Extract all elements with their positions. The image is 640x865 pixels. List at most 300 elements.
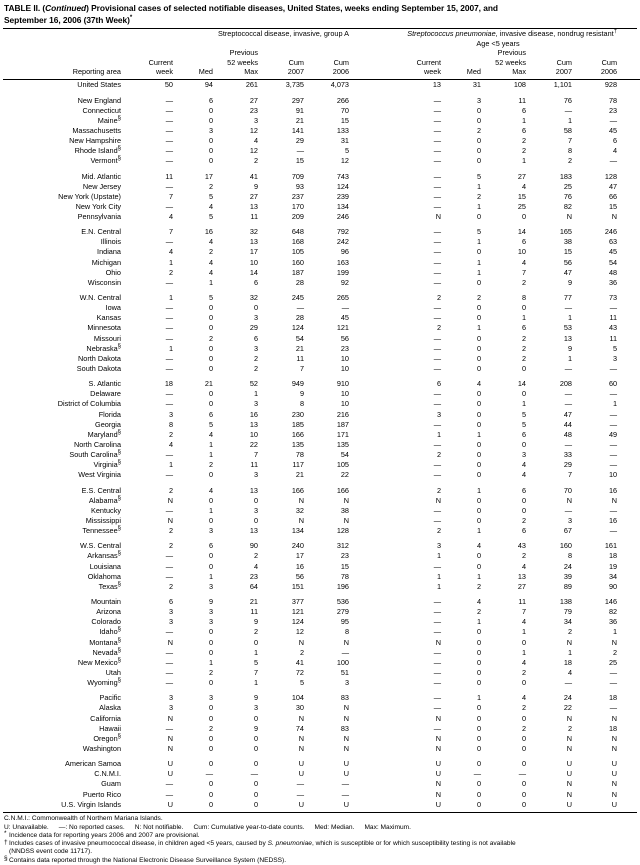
cell-strep-a: 0 bbox=[208, 115, 213, 125]
cell-strep-pneumo: 2 bbox=[521, 136, 526, 146]
row-area-label: Missouri bbox=[93, 333, 121, 343]
cell-strep-a: 4 bbox=[168, 440, 173, 450]
cell-strep-a: 2 bbox=[168, 267, 173, 277]
table-row bbox=[3, 277, 640, 287]
cell-strep-pneumo: 1 bbox=[476, 485, 481, 495]
cell-strep-a: 7 bbox=[168, 227, 173, 237]
cell-strep-pneumo: 6 bbox=[613, 136, 618, 146]
row-tail bbox=[617, 505, 640, 515]
cell-strep-pneumo: 47 bbox=[608, 181, 618, 191]
cell-strep-a: 92 bbox=[340, 277, 349, 287]
cell-strep-a: N bbox=[298, 516, 304, 525]
cell-strep-pneumo: — bbox=[609, 703, 618, 713]
cell-strep-pneumo: N bbox=[435, 779, 441, 789]
cell-strep-a: 54 bbox=[295, 333, 304, 343]
cell-strep-pneumo: — bbox=[433, 460, 441, 470]
cell-strep-a: 52 bbox=[249, 379, 258, 389]
cell-strep-a: 3 bbox=[208, 526, 213, 536]
column-gap bbox=[349, 723, 379, 733]
cell-strep-pneumo: — bbox=[564, 399, 572, 409]
cell-strep-pneumo: 2 bbox=[521, 516, 526, 525]
cell-strep-pneumo: — bbox=[433, 237, 441, 247]
cell-strep-a: 41 bbox=[295, 657, 304, 667]
cell-strep-pneumo: 2 bbox=[521, 146, 526, 156]
cell-strep-pneumo: 0 bbox=[476, 303, 481, 313]
table-row bbox=[3, 115, 640, 125]
cell-strep-pneumo: 2 bbox=[476, 293, 481, 303]
cell-strep-pneumo: U bbox=[611, 759, 618, 769]
cell-strep-pneumo: — bbox=[564, 440, 572, 450]
cell-strep-pneumo: 0 bbox=[521, 779, 526, 789]
row-area-label: Pennsylvania bbox=[77, 212, 121, 222]
cell-strep-a: — bbox=[165, 323, 173, 333]
cell-strep-pneumo: 165 bbox=[559, 227, 572, 237]
cell-strep-pneumo: — bbox=[433, 678, 441, 688]
row-tail bbox=[617, 571, 640, 581]
cell-strep-pneumo: 1 bbox=[476, 429, 481, 439]
cell-strep-a: N bbox=[298, 733, 304, 743]
cell-strep-a: N bbox=[343, 713, 349, 723]
cell-strep-pneumo: — bbox=[433, 227, 441, 237]
cell-strep-a: N bbox=[343, 733, 349, 743]
cell-strep-a: 141 bbox=[291, 125, 304, 135]
cell-strep-a: — bbox=[165, 389, 173, 399]
cell-strep-a: U bbox=[298, 759, 304, 769]
year-label-b-2006: 2006 bbox=[600, 67, 618, 77]
table-row bbox=[3, 607, 640, 617]
cell-strep-a: 0 bbox=[208, 637, 213, 647]
cell-strep-pneumo: U bbox=[435, 769, 441, 779]
cell-strep-pneumo: 25 bbox=[517, 201, 526, 211]
cell-strep-a: 265 bbox=[336, 293, 349, 303]
cell-strep-pneumo: — bbox=[433, 440, 441, 450]
column-gap bbox=[349, 799, 379, 809]
cell-strep-pneumo: 25 bbox=[608, 657, 618, 667]
row-footnote-marker: § bbox=[117, 429, 121, 436]
cell-strep-a: N bbox=[298, 637, 304, 647]
cell-strep-a: 135 bbox=[336, 440, 349, 450]
cell-strep-a: — bbox=[165, 627, 173, 637]
cell-strep-pneumo: 27 bbox=[517, 171, 526, 181]
cell-strep-a: 5 bbox=[299, 678, 304, 688]
cell-strep-a: 134 bbox=[291, 526, 304, 536]
row-tail bbox=[617, 135, 640, 145]
row-tail bbox=[617, 237, 640, 247]
cell-strep-pneumo: 11 bbox=[518, 95, 526, 105]
cell-strep-a: 7 bbox=[253, 667, 258, 677]
cell-strep-a: 1 bbox=[208, 277, 213, 287]
cell-strep-pneumo: 7 bbox=[567, 470, 572, 480]
cell-strep-a: 10 bbox=[340, 353, 349, 363]
cell-strep-a: 3 bbox=[253, 313, 258, 323]
year-label-a-2006: 2006 bbox=[332, 67, 349, 77]
cell-strep-pneumo: 1 bbox=[436, 571, 441, 581]
cell-strep-a: N bbox=[298, 495, 304, 505]
cell-strep-pneumo: 1 bbox=[476, 181, 481, 191]
row-footnote-marker: § bbox=[117, 647, 121, 654]
cell-strep-pneumo: 0 bbox=[476, 440, 481, 450]
table-row bbox=[3, 201, 640, 211]
table-row bbox=[3, 146, 640, 156]
row-area-label: Maine§ bbox=[97, 115, 121, 125]
cell-strep-pneumo: 0 bbox=[476, 450, 481, 460]
cell-strep-pneumo: — bbox=[433, 136, 441, 146]
row-area-label: California bbox=[90, 713, 121, 723]
row-footnote-marker: § bbox=[117, 626, 121, 633]
cell-strep-pneumo: 2 bbox=[521, 667, 526, 677]
row-area-label: W.N. Central bbox=[79, 293, 121, 303]
cell-strep-a: 245 bbox=[291, 293, 304, 303]
cell-strep-pneumo: — bbox=[564, 364, 572, 374]
cell-strep-pneumo: 6 bbox=[436, 379, 441, 389]
column-gap bbox=[349, 409, 379, 419]
cell-strep-pneumo: N bbox=[611, 637, 618, 647]
row-tail bbox=[617, 115, 640, 125]
row-area-label: Connecticut bbox=[82, 105, 121, 115]
cell-strep-pneumo: 0 bbox=[521, 440, 526, 450]
cell-strep-pneumo: 10 bbox=[608, 470, 618, 480]
row-tail bbox=[617, 95, 640, 105]
table-row bbox=[3, 541, 640, 551]
cell-strep-a: 2 bbox=[168, 485, 173, 495]
row-area-label: Vermont§ bbox=[90, 155, 121, 166]
row-area-label: Tennessee§ bbox=[82, 525, 121, 536]
column-gap bbox=[349, 617, 379, 627]
row-footnote-marker: § bbox=[117, 115, 121, 122]
cell-strep-pneumo: 2 bbox=[567, 723, 572, 733]
cell-strep-a: 11 bbox=[250, 212, 258, 222]
cell-strep-a: 28 bbox=[295, 313, 304, 323]
cell-strep-pneumo: 9 bbox=[567, 277, 572, 287]
cell-strep-pneumo: 0 bbox=[521, 759, 526, 769]
cell-strep-a: 56 bbox=[295, 571, 304, 581]
cell-strep-pneumo: 0 bbox=[476, 779, 481, 789]
row-tail bbox=[617, 353, 640, 363]
cell-strep-pneumo: 0 bbox=[476, 723, 481, 733]
footnote-dagger-text-b: , which is susceptible or for which susceptibility testing is not available bbox=[311, 840, 516, 848]
cell-strep-pneumo: 0 bbox=[476, 247, 481, 257]
row-area-label: Montana§ bbox=[89, 637, 121, 647]
cell-strep-pneumo: 47 bbox=[563, 267, 572, 277]
cell-strep-pneumo: — bbox=[609, 115, 618, 125]
cell-strep-a: 185 bbox=[291, 419, 304, 429]
cell-strep-a: — bbox=[165, 303, 173, 313]
cell-strep-a: 312 bbox=[336, 541, 349, 551]
table-row bbox=[3, 743, 640, 753]
cell-strep-pneumo: 2 bbox=[436, 485, 441, 495]
cell-strep-a: — bbox=[250, 769, 258, 779]
cell-strep-a: 9 bbox=[253, 693, 258, 703]
cell-strep-a: 12 bbox=[340, 156, 349, 166]
cell-strep-pneumo: 4 bbox=[521, 181, 526, 191]
cell-strep-pneumo: 13 bbox=[432, 80, 441, 90]
cell-strep-pneumo: 0 bbox=[476, 678, 481, 688]
table-row bbox=[3, 247, 640, 257]
row-area-label: South Carolina§ bbox=[69, 449, 121, 460]
cell-strep-a: 1 bbox=[168, 460, 173, 470]
column-gap bbox=[349, 485, 379, 495]
cell-strep-pneumo: 0 bbox=[521, 743, 526, 753]
cell-strep-a: 90 bbox=[249, 541, 258, 551]
cell-strep-pneumo: 183 bbox=[559, 171, 572, 181]
row-area-label: United States bbox=[77, 80, 121, 90]
footnote-dagger bbox=[4, 840, 636, 857]
table-row bbox=[3, 470, 640, 480]
cell-strep-a: 242 bbox=[336, 237, 349, 247]
row-area-label: Mississippi bbox=[85, 516, 121, 525]
row-area-label: Louisiana bbox=[89, 561, 121, 571]
cell-strep-a: 10 bbox=[340, 399, 349, 409]
cell-strep-a: 261 bbox=[245, 80, 258, 90]
table-row bbox=[3, 799, 640, 809]
cell-strep-a: 3 bbox=[208, 607, 213, 617]
row-tail bbox=[617, 201, 640, 211]
cell-strep-pneumo: 1 bbox=[476, 693, 481, 703]
cell-strep-a: 743 bbox=[336, 171, 349, 181]
cell-strep-a: 14 bbox=[249, 267, 258, 277]
cell-strep-a: 4 bbox=[208, 485, 213, 495]
cell-strep-a: — bbox=[165, 470, 173, 480]
cell-strep-pneumo: 0 bbox=[476, 799, 481, 809]
cell-strep-a: — bbox=[341, 789, 349, 799]
cell-strep-pneumo: — bbox=[609, 667, 618, 677]
table-row bbox=[3, 571, 640, 581]
table-row bbox=[3, 505, 640, 515]
cell-strep-a: 135 bbox=[291, 440, 304, 450]
cell-strep-pneumo: U bbox=[566, 759, 572, 769]
row-area-label: Puerto Rico bbox=[82, 789, 121, 799]
row-tail bbox=[617, 323, 640, 333]
cell-strep-pneumo: 0 bbox=[521, 303, 526, 313]
cell-strep-a: 209 bbox=[291, 212, 304, 222]
cell-strep-a: — bbox=[165, 125, 173, 135]
table-row bbox=[3, 495, 640, 505]
cell-strep-pneumo: 49 bbox=[608, 429, 618, 439]
cell-strep-a: 32 bbox=[249, 227, 258, 237]
cell-strep-pneumo: 0 bbox=[521, 733, 526, 743]
cell-strep-pneumo: 1,101 bbox=[553, 80, 572, 90]
table-row bbox=[3, 485, 640, 495]
cum-label-a-2007: Cum bbox=[288, 57, 304, 67]
cell-strep-a: 2 bbox=[208, 247, 213, 257]
group-header-strep-pneumo bbox=[379, 29, 617, 39]
cell-strep-pneumo: 0 bbox=[521, 713, 526, 723]
column-gap bbox=[349, 115, 379, 125]
row-area-label: Alabama§ bbox=[88, 495, 121, 505]
cell-strep-a: 0 bbox=[208, 389, 213, 399]
cell-strep-pneumo: 6 bbox=[521, 125, 526, 135]
cell-strep-pneumo: 15 bbox=[608, 201, 618, 211]
row-footnote-marker: § bbox=[117, 733, 121, 740]
cell-strep-a: N bbox=[343, 637, 349, 647]
cell-strep-pneumo: 4 bbox=[521, 617, 526, 627]
cell-strep-pneumo: 928 bbox=[604, 80, 618, 90]
table-row bbox=[3, 379, 640, 389]
cell-strep-a: — bbox=[165, 353, 173, 363]
cell-strep-pneumo: N bbox=[435, 637, 441, 647]
previous-label-row bbox=[3, 48, 640, 58]
cell-strep-pneumo: 0 bbox=[521, 212, 526, 222]
cell-strep-pneumo: — bbox=[433, 343, 441, 353]
cell-strep-a: 0 bbox=[208, 399, 213, 409]
row-tail bbox=[617, 693, 640, 703]
cell-strep-a: — bbox=[165, 277, 173, 287]
column-gap bbox=[349, 429, 379, 439]
cell-strep-pneumo: N bbox=[435, 212, 441, 222]
cell-strep-a: 13 bbox=[249, 419, 258, 429]
cell-strep-a: 187 bbox=[291, 267, 304, 277]
cell-strep-pneumo: — bbox=[609, 364, 618, 374]
column-gap bbox=[349, 146, 379, 156]
cell-strep-pneumo: — bbox=[433, 201, 441, 211]
cell-strep-a: 3 bbox=[253, 399, 258, 409]
cell-strep-a: 3 bbox=[253, 115, 258, 125]
cell-strep-pneumo: 0 bbox=[476, 212, 481, 222]
cell-strep-a: 10 bbox=[249, 257, 258, 267]
cell-strep-pneumo: 13 bbox=[517, 571, 526, 581]
column-gap bbox=[349, 303, 379, 313]
cell-strep-a: 27 bbox=[249, 191, 258, 201]
cell-strep-pneumo: 2 bbox=[521, 551, 526, 561]
cell-strep-a: 0 bbox=[208, 678, 213, 688]
row-tail bbox=[617, 470, 640, 480]
cell-strep-pneumo: 0 bbox=[476, 789, 481, 799]
cell-strep-a: 21 bbox=[295, 115, 304, 125]
cell-strep-a: U bbox=[167, 769, 173, 779]
cell-strep-a: 11 bbox=[296, 353, 304, 363]
column-gap bbox=[349, 743, 379, 753]
cell-strep-pneumo: N bbox=[611, 495, 618, 505]
cell-strep-pneumo: 44 bbox=[563, 419, 572, 429]
cell-strep-pneumo: 14 bbox=[517, 379, 526, 389]
cell-strep-a: 0 bbox=[208, 470, 213, 480]
cell-strep-pneumo: 2 bbox=[521, 723, 526, 733]
cell-strep-pneumo: 24 bbox=[563, 561, 572, 571]
cell-strep-pneumo: 0 bbox=[521, 364, 526, 374]
cell-strep-a: 23 bbox=[249, 105, 258, 115]
cell-strep-a: 11 bbox=[165, 171, 173, 181]
cell-strep-pneumo: 0 bbox=[476, 516, 481, 525]
legend-item: Med: Median. bbox=[314, 823, 355, 831]
row-area-label: Oklahoma bbox=[87, 571, 121, 581]
column-gap bbox=[349, 733, 379, 743]
table-row bbox=[3, 693, 640, 703]
cell-strep-a: U bbox=[343, 759, 349, 769]
cell-strep-pneumo: 53 bbox=[563, 323, 572, 333]
cell-strep-a: 54 bbox=[340, 450, 349, 460]
cell-strep-a: 70 bbox=[340, 105, 349, 115]
cell-strep-a: 105 bbox=[336, 460, 349, 470]
cell-strep-pneumo: 108 bbox=[513, 80, 526, 90]
cell-strep-a: — bbox=[165, 181, 173, 191]
cell-strep-pneumo: 0 bbox=[476, 333, 481, 343]
cell-strep-pneumo: — bbox=[609, 419, 618, 429]
cell-strep-a: 0 bbox=[253, 759, 258, 769]
cell-strep-pneumo: — bbox=[433, 115, 441, 125]
cell-strep-a: N bbox=[167, 743, 173, 753]
cell-strep-a: 2 bbox=[208, 333, 213, 343]
row-tail bbox=[617, 515, 640, 525]
cell-strep-a: 168 bbox=[291, 237, 304, 247]
cell-strep-a: 23 bbox=[340, 343, 349, 353]
cell-strep-a: N bbox=[343, 703, 349, 713]
row-tail bbox=[617, 779, 640, 789]
cell-strep-pneumo: 0 bbox=[476, 343, 481, 353]
cell-strep-a: 11 bbox=[250, 607, 258, 617]
cell-strep-a: 0 bbox=[208, 343, 213, 353]
cell-strep-pneumo: N bbox=[566, 713, 572, 723]
row-area-label: North Dakota bbox=[78, 353, 121, 363]
cell-strep-pneumo: 76 bbox=[563, 191, 572, 201]
column-gap bbox=[349, 333, 379, 343]
footnote-dagger-text-a: Includes cases of invasive pneumococcal disease, in children aged <5 years, caused by bbox=[9, 840, 268, 848]
table-row bbox=[3, 526, 640, 536]
cell-strep-pneumo: N bbox=[566, 743, 572, 753]
row-tail bbox=[617, 627, 640, 637]
row-footnote-marker: § bbox=[117, 343, 121, 350]
cell-strep-pneumo: 4 bbox=[521, 257, 526, 267]
cell-strep-a: U bbox=[343, 799, 349, 809]
table-row bbox=[3, 303, 640, 313]
cell-strep-pneumo: 48 bbox=[608, 267, 618, 277]
cell-strep-pneumo: 208 bbox=[559, 379, 572, 389]
cell-strep-a: 240 bbox=[291, 541, 304, 551]
cell-strep-a: 21 bbox=[295, 470, 304, 480]
cell-strep-pneumo: 1 bbox=[436, 581, 441, 591]
row-area-label: C.N.M.I. bbox=[94, 769, 121, 779]
row-tail bbox=[617, 657, 640, 667]
cell-strep-pneumo: 0 bbox=[521, 799, 526, 809]
cell-strep-a: 0 bbox=[253, 713, 258, 723]
cell-strep-pneumo: 66 bbox=[608, 191, 618, 201]
row-area-label: Maryland§ bbox=[87, 429, 121, 439]
cell-strep-a: 709 bbox=[291, 171, 304, 181]
cell-strep-a: — bbox=[165, 667, 173, 677]
cell-strep-pneumo: 22 bbox=[563, 703, 572, 713]
row-area-label: Iowa bbox=[105, 303, 121, 313]
cell-strep-a: 13 bbox=[249, 485, 258, 495]
cell-strep-pneumo: — bbox=[433, 596, 441, 606]
row-area-label: West Virginia bbox=[78, 470, 121, 480]
column-gap bbox=[349, 277, 379, 287]
cell-strep-pneumo: 47 bbox=[563, 409, 572, 419]
cell-strep-a: 3 bbox=[253, 505, 258, 515]
cell-strep-pneumo: — bbox=[564, 505, 572, 515]
cell-strep-a: 2 bbox=[253, 627, 258, 637]
cell-strep-a: 17 bbox=[295, 551, 304, 561]
cell-strep-a: 3 bbox=[344, 678, 349, 688]
cell-strep-a: 2 bbox=[253, 364, 258, 374]
cell-strep-pneumo: 38 bbox=[563, 237, 572, 247]
cell-strep-pneumo: 1 bbox=[613, 627, 618, 637]
column-gap bbox=[349, 201, 379, 211]
column-gap bbox=[349, 495, 379, 505]
cell-strep-pneumo: 70 bbox=[563, 485, 572, 495]
column-gap bbox=[349, 247, 379, 257]
cell-strep-pneumo: 3 bbox=[436, 409, 441, 419]
column-gap bbox=[349, 515, 379, 525]
week-label-a: week bbox=[155, 67, 173, 77]
column-gap bbox=[349, 693, 379, 703]
notifiable-diseases-table bbox=[3, 29, 640, 809]
cell-strep-pneumo: N bbox=[566, 637, 572, 647]
cell-strep-a: 100 bbox=[336, 657, 349, 667]
max-label-b: Max bbox=[512, 67, 526, 77]
cell-strep-a: — bbox=[296, 779, 304, 789]
row-area-label: New Hampshire bbox=[69, 136, 121, 146]
row-area-label: Mountain bbox=[90, 596, 121, 606]
row-tail bbox=[617, 313, 640, 323]
